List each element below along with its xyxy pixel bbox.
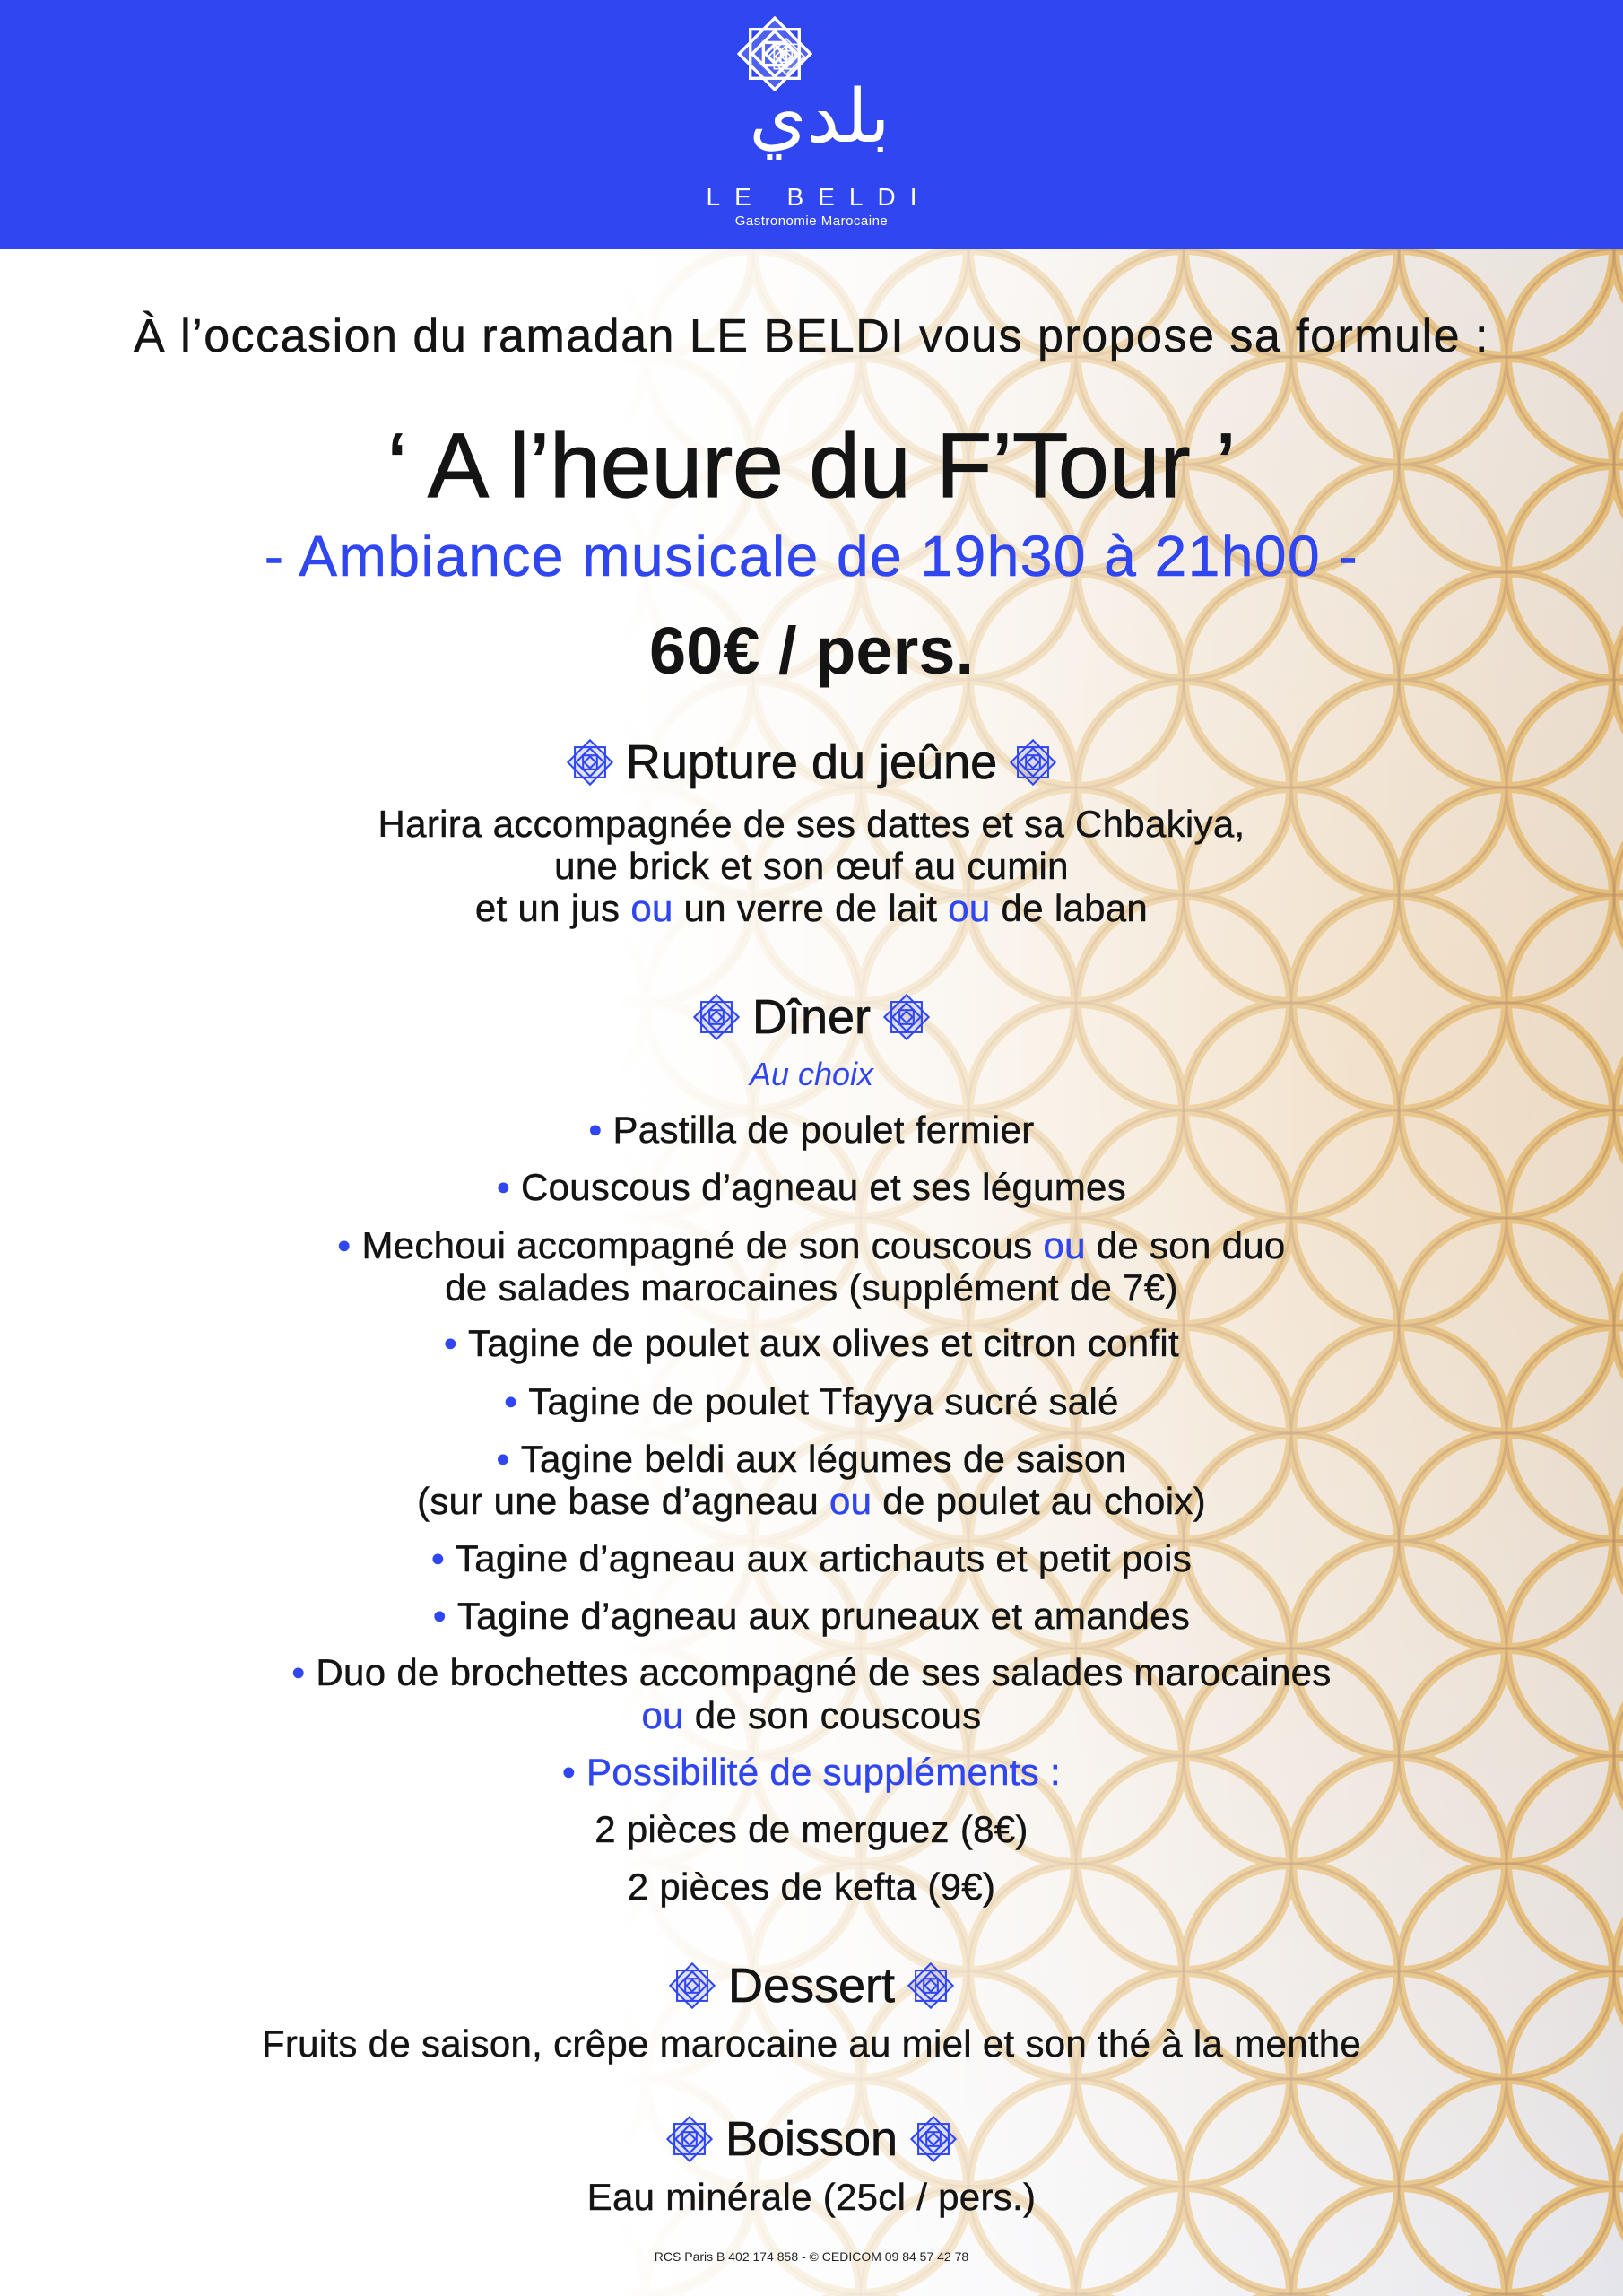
brand-name: LE BELDI [706,183,932,211]
supplement-item: 2 pièces de merguez (8€) [595,1808,1028,1850]
ornament-icon [1010,739,1056,786]
page-title: ‘ A l’heure du F’Tour ’ [386,414,1237,517]
ornament-icon [669,1962,716,2009]
bullet-icon [433,1595,447,1637]
item-text: Tagine d’agneau aux pruneaux et amandes [456,1595,1191,1637]
item-text: Tagine de poulet Tfayya sucré salé [528,1380,1119,1422]
item-text: de son duo [1085,1224,1286,1266]
item-text: Couscous d’agneau et ses légumes [520,1166,1127,1208]
heading-text: Dîner [751,990,872,1044]
bullet-icon [588,1109,602,1151]
or-word: ou [630,887,673,929]
menu-item [0,1165,1623,1210]
menu-item [0,1321,1623,1366]
ornament-icon [907,1962,954,2009]
heading-text: Boisson [725,2112,898,2166]
bullet-icon [444,1322,457,1364]
supplements-label [0,1750,1623,1795]
line-text: un verre de lait [673,887,949,929]
item-text: de poulet au choix) [872,1480,1206,1522]
or-word: ou [1043,1224,1086,1266]
boisson-text: Eau minérale (25cl / pers.) [586,2176,1037,2218]
item-text: Tagine beldi aux légumes de saison [520,1438,1127,1480]
legal-footer: RCS Paris B 402 174 858 - © CEDICOM 09 84 57 42 78 [654,2249,969,2264]
brand-tagline: Gastronomie Marocaine [734,213,889,229]
item-text: (sur une base d’agneau [417,1480,829,1522]
section-heading-boisson [0,2110,1623,2168]
menu-item [0,1650,1623,1695]
bullet-icon [504,1380,517,1422]
bullet-icon [497,1166,510,1208]
line-text: et un jus [474,887,631,929]
line-text: une brick et son œuf au cumin [554,845,1069,887]
header-band [0,0,1623,249]
menu-item [0,1594,1623,1639]
heading-text: Dessert [727,1959,896,2013]
rupture-line [0,886,1623,931]
bullet-icon [337,1224,351,1266]
section-heading-rupture [0,734,1623,791]
ornament-icon [567,739,613,786]
item-text: Duo de brochettes accompagné de ses salades marocaines [316,1651,1332,1693]
bullet-icon [291,1651,305,1693]
heading-text: Rupture du jeûne [625,735,998,789]
diner-subheading: Au choix [749,1056,874,1092]
item-text: Tagine de poulet aux olives et citron confit [468,1322,1180,1364]
item-text: Mechoui accompagné de son couscous [361,1224,1044,1266]
intro-text: À l’occasion du ramadan LE BELDI vous propose sa formule : [134,310,1489,362]
item-text: Pastilla de poulet fermier [612,1109,1035,1151]
supplements-label-text: Possibilité de suppléments : [586,1751,1062,1793]
menu-item [0,1223,1623,1268]
bullet-icon [431,1537,445,1579]
ornament-icon [883,994,930,1040]
ambiance-text: - Ambiance musicale de 19h30 à 21h00 - [264,524,1359,588]
menu-item-continued [0,1693,1623,1738]
or-word: ou [829,1480,872,1522]
supplement-item: 2 pièces de kefta (9€) [627,1866,996,1908]
bullet-icon [562,1751,576,1793]
menu-item [0,1536,1623,1581]
item-text: de salades marocaines (supplément de 7€) [445,1266,1178,1309]
or-word: ou [948,887,991,929]
line-text: Harira accompagnée de ses dattes et sa Chbakiya, [378,803,1245,845]
rupture-line [0,844,1623,889]
item-text: Tagine d’agneau aux artichauts et petit pois [455,1537,1193,1579]
dessert-text: Fruits de saison, crêpe marocaine au miel et son thé à la menthe [261,2022,1362,2065]
section-heading-dessert [0,1957,1623,2014]
ornament-icon [666,2116,713,2162]
ornament-icon [910,2116,957,2162]
bullet-icon [497,1438,510,1480]
menu-item [0,1437,1623,1482]
line-text: de laban [990,887,1149,929]
menu-item-continued [0,1265,1623,1310]
logo-icon [726,14,897,172]
logo-calligraphy: بلدي [749,74,890,160]
rupture-line [0,802,1623,847]
item-text: de son couscous [683,1694,982,1736]
menu-item [0,1108,1623,1152]
section-heading-diner [0,988,1623,1046]
price: 60€ / pers. [648,613,974,688]
menu-item-continued [0,1479,1623,1524]
or-word: ou [641,1694,684,1736]
menu-item [0,1379,1623,1424]
ornament-icon [693,994,740,1040]
